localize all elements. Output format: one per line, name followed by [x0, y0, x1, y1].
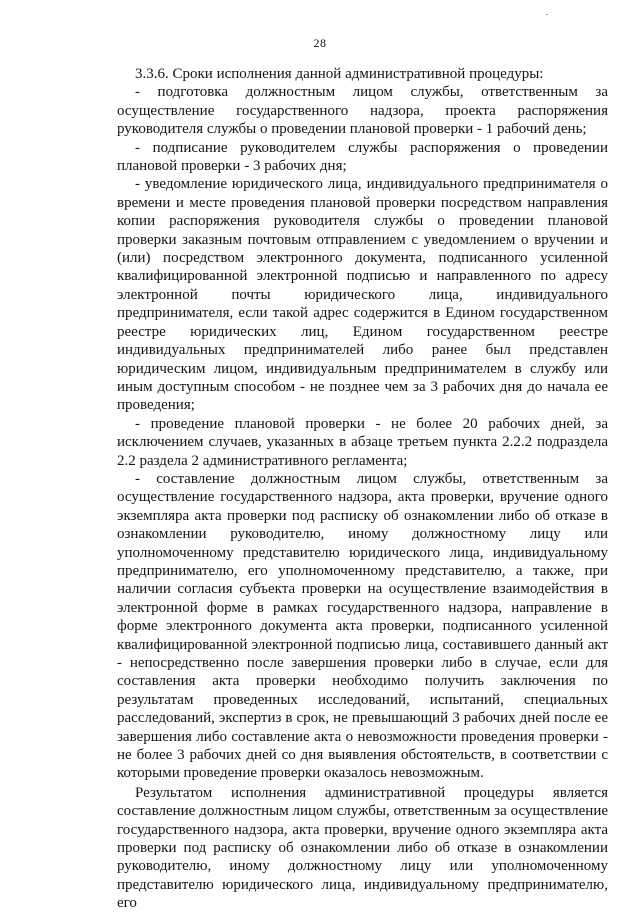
list-item: - составление должностным лицом службы, ответственным за осуществление государственного надзора, акта проверки, вручение одного экземпляра акта проверки под расписку об ознакомлении либо об отказе в ознакомлении руководителю, иному должностному лицу или уполномоченному представителю юридического лица, индивидуальному предпринимателю, его уполномоченному представителю, а также, при наличии согласия субъекта проверки на осуществление взаимодействия в электронной форме в рамках государственного надзора, направление в форме электронного документа акта проверки, подписанного усиленной квалифицированной электронной подписью лица, составившего данный акт - непосредственно после завершения проверки либо в случае, если для составления акта проверки необходимо получить заключения по результатам проведенных исследований, испытаний, специальных расследований, экспертиз в срок, не превышающий 3 рабочих дней после ее завершения либо составление акта о невозможности проведения проверки - не более 3 рабочих дней со дня выявления обстоятельств, в соответствии с которыми проведение проверки оказалось невозможным.: [117, 470, 608, 782]
list-item: - подготовка должностным лицом службы, ответственным за осуществление государственного надзора, проекта распоряжения руководителя службы о проведении плановой проверки - 1 рабочий день;: [117, 84, 608, 138]
list-item: - подписание руководителем службы распоряжения о проведении плановой проверки - 3 рабочих дня;: [117, 139, 608, 175]
scan-artifact: [546, 14, 548, 15]
result-paragraph: Результатом исполнения административной процедуры является составление должностным лицом службы, ответственным за осуществление государственного надзора, акта проверки, вручение одного экземпляра акта проверки под расписку об ознакомлении либо об отказе в ознакомлении руководителю, иному должностному лицу или уполномоченному представителю юридического лица, индивидуальному предпринимателю, его: [117, 784, 608, 912]
document-body: [117, 65, 608, 913]
page-number: 28: [313, 36, 327, 50]
section-heading: 3.3.6. Сроки исполнения данной административной процедуры:: [135, 66, 544, 82]
list-item: - уведомление юридического лица, индивидуального предпринимателя о времени и месте проведения плановой проверки посредством направления копии распоряжения руководителя службы о проведении плановой проверки заказным почтовым отправлением с уведомлением о вручении и (или) посредством электронного документа, подписанного усиленной квалифицированной электронной подписью и направленного по адресу электронной почты юридического лица, индивидуального предпринимателя, если такой адрес содержится в Едином государственном реестре юридических лиц, Едином государственном реестре индивидуальных предпринимателей либо ранее был представлен юридическим лицом, индивидуальным предпринимателем в службу или иным доступным способом - не позднее чем за 3 рабочих дня до начала ее проведения;: [117, 176, 608, 414]
list-item: - проведение плановой проверки - не более 20 рабочих дней, за исключением случаев, указанных в абзаце третьем пункта 2.2.2 подраздела 2.2 раздела 2 административного регламента;: [117, 415, 608, 469]
